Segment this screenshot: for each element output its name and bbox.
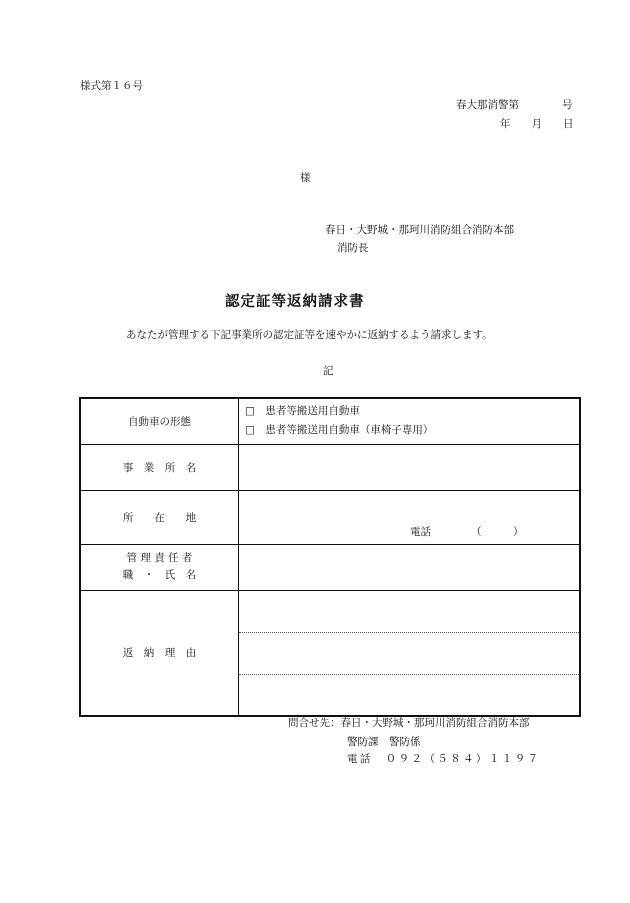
- issuer-organization: 春日・大野城・那珂川消防組合消防本部: [325, 224, 514, 236]
- addressee-honorific: 様: [300, 172, 311, 184]
- manager-field[interactable]: [239, 544, 581, 590]
- issuer-title: 消防長: [337, 242, 369, 254]
- document-number-prefix: 春大那消警第: [456, 99, 519, 111]
- office-name-field[interactable]: [239, 444, 581, 490]
- table-row: [80, 398, 580, 444]
- office-name-label: 事 業 所 名: [80, 444, 239, 490]
- vehicle-option[interactable]: [239, 402, 579, 421]
- table-row: [80, 544, 580, 590]
- vehicle-option-label: 患者等搬送用自動車（車椅子専用）: [265, 424, 434, 437]
- manager-label-line1: 管 理 責 任 者: [126, 552, 193, 564]
- date-year: 年: [500, 118, 511, 130]
- vehicle-type-options: [239, 398, 581, 444]
- request-table: [79, 397, 581, 717]
- table-row: [80, 444, 580, 490]
- document-body: あなたが管理する下記事業所の認定証等を速やかに返納するよう請求します。: [126, 329, 493, 341]
- document-date: [500, 116, 574, 131]
- manager-label: [80, 544, 239, 590]
- document-number: [456, 97, 573, 112]
- manager-label-line2: 職 ・ 氏 名: [122, 569, 197, 581]
- document-title: 認定証等返納請求書: [225, 293, 365, 310]
- contact-phone: 電話 ０９２（５８４）１１９７: [347, 753, 541, 765]
- vehicle-option[interactable]: [239, 421, 579, 440]
- location-label: 所 在 地: [80, 490, 239, 544]
- location-field[interactable]: [239, 490, 581, 544]
- checkbox[interactable]: □: [245, 405, 255, 418]
- contact-line2: 警防課 警防係: [347, 736, 421, 748]
- reason-label: 返 納 理 由: [80, 590, 239, 716]
- contact-line1: 問合せ先：春日・大野城・那珂川消防組合消防本部: [288, 717, 530, 729]
- reason-line[interactable]: [239, 591, 579, 633]
- phone-paren: （ ）: [471, 525, 524, 538]
- reason-line[interactable]: [239, 675, 579, 715]
- checkbox[interactable]: □: [245, 424, 255, 437]
- form-number: 様式第１６号: [80, 80, 143, 92]
- date-month: 月: [531, 118, 542, 130]
- date-day: 日: [563, 118, 574, 130]
- table-row: [80, 590, 580, 716]
- table-row: [80, 490, 580, 544]
- reason-line[interactable]: [239, 633, 579, 675]
- document-number-suffix: 号: [562, 99, 573, 111]
- ki-marker: 記: [323, 365, 334, 377]
- vehicle-option-label: 患者等搬送用自動車: [265, 405, 360, 418]
- vehicle-type-label: 自動車の形態: [80, 398, 239, 444]
- phone-label: 電話: [410, 525, 431, 538]
- reason-field[interactable]: [239, 590, 581, 716]
